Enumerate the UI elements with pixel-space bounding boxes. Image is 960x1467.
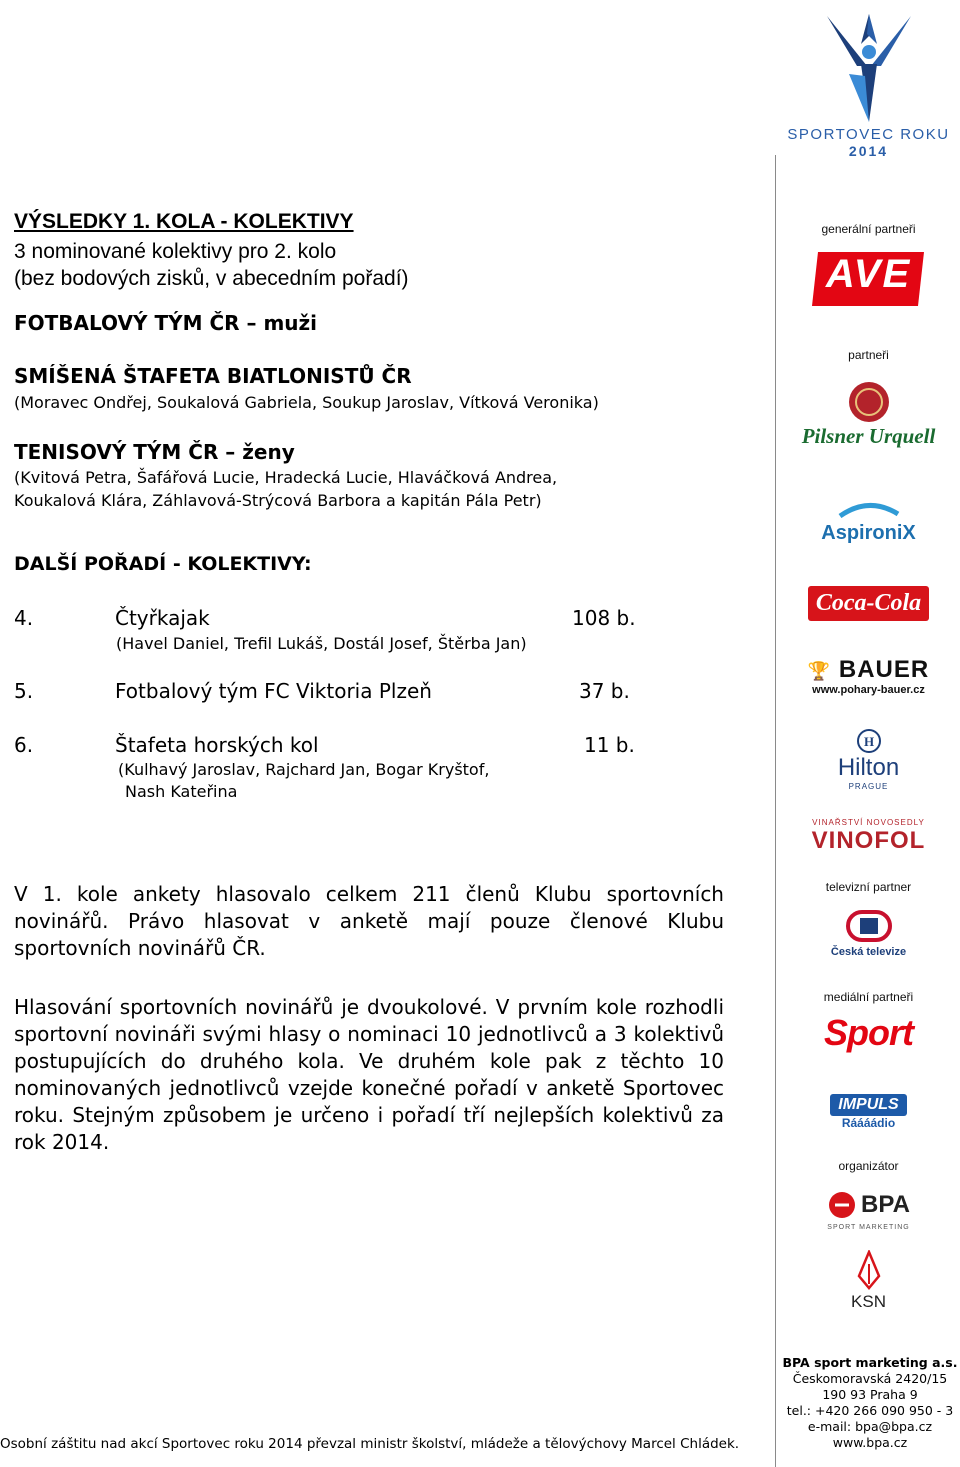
hilton-text: Hilton	[837, 754, 900, 781]
svg-text:H: H	[863, 734, 874, 749]
bpa-sub: SPORT MARKETING	[827, 1224, 910, 1231]
organizer-phone: tel.: +420 266 090 950 - 3	[786, 1403, 954, 1418]
aspironix-logo	[777, 500, 960, 545]
organizer-city: 190 93 Praha 9	[822, 1387, 918, 1402]
logo-text: SPORTOVEC ROKU	[787, 126, 950, 143]
team-heading: SMÍŠENÁ ŠTAFETA BIATLONISTŮ ČR	[14, 364, 412, 388]
vinofol-sub: VINAŘSTVÍ NOVOSEDLY	[812, 818, 925, 827]
bauer-logo	[777, 656, 960, 696]
ceska-televize-logo	[777, 910, 960, 958]
rank-number: 6.	[14, 733, 34, 757]
rank-name: Fotbalový tým FC Viktoria Plzeň	[115, 679, 432, 703]
vinofol-text: VINOFOL	[811, 827, 926, 854]
organizer-contact	[780, 1355, 960, 1451]
sport-text: Sport	[824, 1012, 913, 1053]
organizer-street: Českomoravská 2420/15	[792, 1371, 948, 1386]
pen-nib-icon	[855, 1250, 883, 1290]
aspironix-text: AspironiX	[821, 522, 916, 544]
rank-points: 11 b.	[584, 733, 635, 757]
rank-members: (Kulhavý Jaroslav, Rajchard Jan, Bogar Kryštof,	[118, 760, 490, 779]
sport-logo	[777, 1012, 960, 1054]
rules-paragraph: Hlasování sportovních novinářů je dvoukolové. V prvním kole rozhodli sportovní novináři svými hlasy o nominaci 10 jednotlivců a 3 kolektivů postupujících do druhého kola. Ve druhém kole pak z těchto 10 nominovaných jednotlivců vzejde konečné pořadí v anketě Sportovec roku. Stejným způsobem je určeno i pořadí tří nejlepších kolektivů za rok 2014.	[14, 995, 724, 1154]
partners-sidebar	[777, 0, 960, 1467]
pilsner-text: Pilsner Urquell	[801, 424, 936, 448]
voting-paragraph: V 1. kole ankety hlasovalo celkem 211 členů Klubu sportovních novinářů. Právo hlasovat v anketě mají pouze členové Klubu sportovních novinářů ČR.	[14, 882, 724, 960]
team-members: (Kvitová Petra, Šafářová Lucie, Hradecká Lucie, Hlaváčková Andrea,	[14, 468, 558, 487]
results-title: VÝSLEDKY 1. KOLA - KOLEKTIVY	[14, 210, 354, 233]
team-heading: FOTBALOVÝ TÝM ČR – muži	[14, 311, 318, 335]
sidebar-divider	[775, 155, 776, 1467]
trophy-icon: 🏆	[807, 661, 832, 681]
ceska-televize-text: Česká televize	[830, 946, 907, 958]
bauer-text: BAUER	[838, 656, 930, 683]
rank-number: 5.	[14, 679, 34, 703]
ksn-logo	[777, 1250, 960, 1312]
rank-points: 37 b.	[579, 679, 630, 703]
pilsner-urquell-logo	[777, 380, 960, 449]
general-partners-label: generální partneři	[821, 222, 916, 236]
team-members: (Moravec Ondřej, Soukalová Gabriela, Soukup Jaroslav, Vítková Veronika)	[14, 393, 599, 412]
pilsner-seal-icon	[846, 380, 892, 424]
ave-text: AVE	[825, 252, 912, 296]
organizer-web[interactable]: www.bpa.cz	[832, 1435, 908, 1450]
impuls-text: IMPULS	[830, 1094, 906, 1116]
bpa-text: BPA	[861, 1191, 910, 1218]
team-heading: TENISOVÝ TÝM ČR – ženy	[14, 440, 295, 464]
rank-members: (Havel Daniel, Trefil Lukáš, Dostál Josef, Štěrba Jan)	[116, 634, 527, 653]
organizer-name: BPA sport marketing a.s.	[782, 1355, 958, 1370]
results-subtitle: 3 nominované kolektivy pro 2. kolo	[14, 240, 337, 263]
rank-members: Nash Kateřina	[125, 782, 238, 801]
patronage-footer: Osobní záštitu nad akcí Sportovec roku 2014 převzal ministr školství, mládeže a tělovýchovy Marcel Chládek.	[0, 1436, 740, 1452]
ceska-televize-icon	[846, 910, 892, 942]
ave-logo	[777, 248, 960, 314]
logo-year: 2014	[848, 143, 889, 159]
rank-name: Štafeta horských kol	[115, 733, 319, 757]
sportovec-roku-logo	[777, 4, 960, 159]
coca-cola-logo	[777, 586, 960, 621]
team-members: Koukalová Klára, Záhlavová-Strýcová Barbora a kapitán Pála Petr)	[14, 491, 542, 510]
coca-cola-text: Coca-Cola	[808, 586, 929, 621]
ksn-text: KSN	[851, 1292, 886, 1311]
organizer-email[interactable]: e-mail: bpa@bpa.cz	[807, 1419, 933, 1434]
media-partners-label: mediální partneři	[823, 990, 914, 1004]
results-note: (bez bodových zisků, v abecedním pořadí)	[14, 267, 409, 290]
rank-name: Čtyřkajak	[115, 606, 210, 630]
bpa-emblem-icon	[827, 1190, 857, 1220]
bauer-url: www.pohary-bauer.cz	[812, 684, 925, 696]
aspironix-swoosh-icon	[834, 500, 904, 518]
bpa-logo	[777, 1190, 960, 1231]
hilton-logo	[777, 728, 960, 791]
rank-points: 108 b.	[572, 606, 636, 630]
partners-label: partneři	[848, 348, 889, 362]
organizer-label: organizátor	[838, 1159, 899, 1173]
tv-partner-label: televizní partner	[825, 880, 912, 894]
hilton-emblem-icon	[856, 728, 882, 754]
star-figure-icon	[809, 4, 929, 124]
hilton-sub: PRAGUE	[848, 782, 889, 791]
ranking-heading: DALŠÍ POŘADÍ - KOLEKTIVY:	[14, 553, 312, 575]
vinofol-logo	[777, 818, 960, 855]
impuls-logo	[777, 1094, 960, 1130]
rank-number: 4.	[14, 606, 34, 630]
impuls-sub: Ráááádio	[841, 1116, 896, 1130]
